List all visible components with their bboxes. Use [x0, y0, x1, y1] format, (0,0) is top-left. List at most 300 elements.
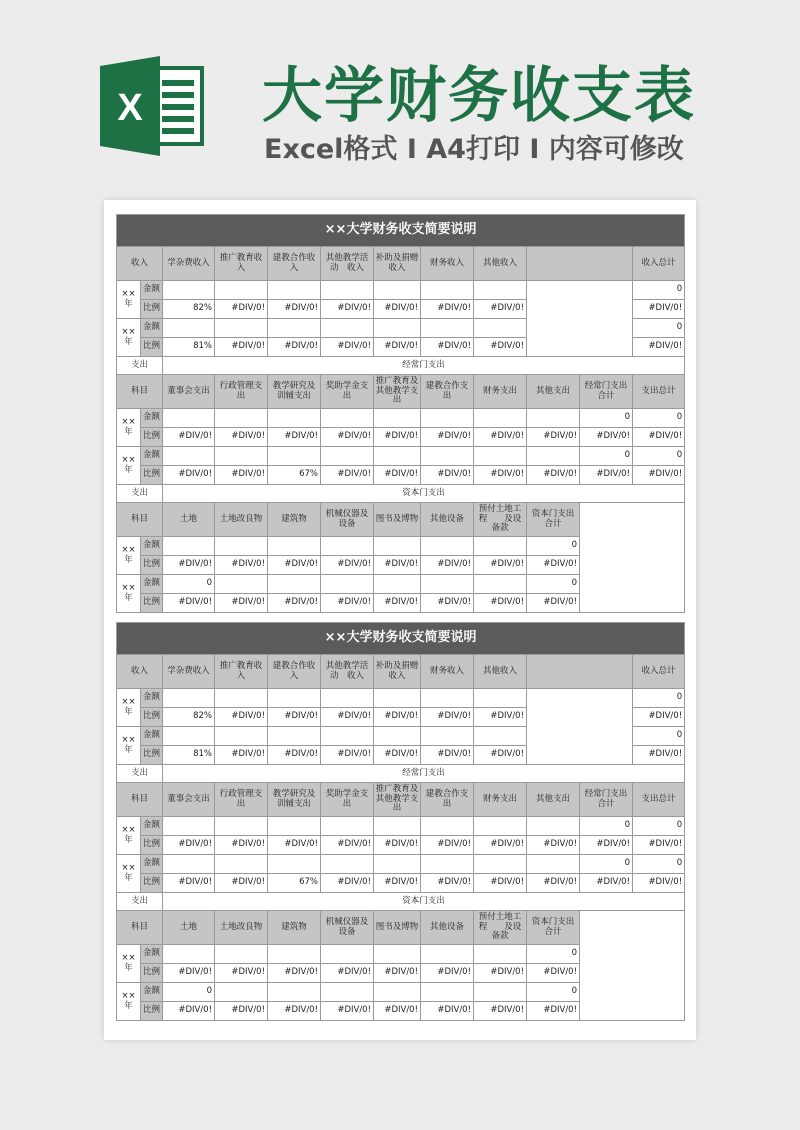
- ratio-cell[interactable]: #DIV/0!: [268, 338, 321, 357]
- amount-label: 金额: [141, 945, 163, 964]
- ratio-cell[interactable]: #DIV/0!: [374, 708, 421, 727]
- recurring-header: 财务支出: [474, 783, 527, 817]
- ratio-cell[interactable]: #DIV/0!: [163, 964, 215, 983]
- ratio-cell[interactable]: #DIV/0!: [474, 428, 527, 447]
- amount-cell[interactable]: 0: [163, 983, 215, 1002]
- recurring-header: 财务支出: [474, 375, 527, 409]
- year-label: ××年: [117, 983, 141, 1021]
- amount-total[interactable]: 0: [633, 281, 685, 300]
- income-header: 其他收入: [474, 247, 527, 281]
- amount-total[interactable]: 0: [633, 689, 685, 708]
- year-label: ××年: [117, 817, 141, 855]
- ratio-cell[interactable]: #DIV/0!: [421, 1002, 474, 1021]
- income-header-blank: [527, 655, 633, 689]
- amount-label: 金额: [141, 409, 163, 428]
- ratio-total[interactable]: #DIV/0!: [633, 708, 685, 727]
- ratio-cell[interactable]: #DIV/0!: [215, 964, 268, 983]
- amount-cell[interactable]: [163, 319, 215, 338]
- blank-merged-cell: [580, 503, 685, 613]
- capital-header: 机械仪器及设备: [321, 503, 374, 537]
- hero-banner: [0, 0, 800, 200]
- amount-cell[interactable]: [474, 537, 527, 556]
- ratio-cell[interactable]: #DIV/0!: [633, 466, 685, 485]
- ratio-cell[interactable]: #DIV/0!: [163, 1002, 215, 1021]
- ratio-cell[interactable]: #DIV/0!: [268, 1002, 321, 1021]
- amount-cell[interactable]: [215, 689, 268, 708]
- subject-label: 科目: [117, 375, 163, 409]
- table-row: [117, 375, 685, 409]
- ratio-cell[interactable]: #DIV/0!: [321, 594, 374, 613]
- ratio-cell[interactable]: #DIV/0!: [633, 428, 685, 447]
- capital-header: 其他设备: [421, 911, 474, 945]
- amount-cell[interactable]: [163, 281, 215, 300]
- amount-cell[interactable]: [474, 689, 527, 708]
- amount-cell[interactable]: [474, 855, 527, 874]
- ratio-cell[interactable]: #DIV/0!: [474, 746, 527, 765]
- amount-cell[interactable]: [374, 409, 421, 428]
- ratio-cell[interactable]: #DIV/0!: [215, 428, 268, 447]
- income-header: 建教合作收入: [268, 247, 321, 281]
- ratio-cell[interactable]: #DIV/0!: [421, 466, 474, 485]
- amount-cell[interactable]: [527, 409, 580, 428]
- amount-cell[interactable]: [374, 575, 421, 594]
- amount-subtotal[interactable]: 0: [580, 855, 633, 874]
- amount-cell[interactable]: [421, 575, 474, 594]
- amount-cell[interactable]: [474, 319, 527, 338]
- table-row: [117, 893, 685, 911]
- ratio-cell[interactable]: #DIV/0!: [421, 836, 474, 855]
- ratio-cell[interactable]: #DIV/0!: [421, 594, 474, 613]
- ratio-cell[interactable]: #DIV/0!: [474, 594, 527, 613]
- ratio-cell[interactable]: #DIV/0!: [321, 874, 374, 893]
- amount-cell[interactable]: [268, 855, 321, 874]
- amount-subtotal[interactable]: 0: [527, 575, 580, 594]
- ratio-cell[interactable]: #DIV/0!: [163, 428, 215, 447]
- amount-cell[interactable]: [321, 409, 374, 428]
- income-label: 收入: [117, 655, 163, 689]
- amount-cell[interactable]: [374, 319, 421, 338]
- ratio-cell[interactable]: 67%: [268, 874, 321, 893]
- amount-cell[interactable]: [268, 281, 321, 300]
- amount-cell[interactable]: [474, 575, 527, 594]
- amount-subtotal[interactable]: 0: [580, 409, 633, 428]
- ratio-cell[interactable]: #DIV/0!: [215, 746, 268, 765]
- ratio-cell[interactable]: #DIV/0!: [215, 708, 268, 727]
- ratio-cell[interactable]: #DIV/0!: [421, 746, 474, 765]
- ratio-cell[interactable]: #DIV/0!: [163, 836, 215, 855]
- ratio-cell[interactable]: #DIV/0!: [163, 874, 215, 893]
- ratio-cell[interactable]: #DIV/0!: [527, 1002, 580, 1021]
- ratio-cell[interactable]: #DIV/0!: [474, 338, 527, 357]
- amount-cell[interactable]: [215, 409, 268, 428]
- income-header: 其他教学活动 收入: [321, 655, 374, 689]
- ratio-cell[interactable]: #DIV/0!: [374, 836, 421, 855]
- amount-cell[interactable]: [374, 817, 421, 836]
- amount-cell[interactable]: [268, 575, 321, 594]
- amount-total[interactable]: 0: [633, 727, 685, 746]
- capital-section-title: 资本门支出: [163, 893, 685, 911]
- recurring-header: 奖助学金支出: [321, 783, 374, 817]
- amount-cell[interactable]: [421, 319, 474, 338]
- ratio-cell[interactable]: #DIV/0!: [527, 964, 580, 983]
- amount-cell[interactable]: [215, 575, 268, 594]
- ratio-cell[interactable]: #DIV/0!: [580, 874, 633, 893]
- ratio-cell[interactable]: #DIV/0!: [268, 428, 321, 447]
- ratio-cell[interactable]: 82%: [163, 708, 215, 727]
- subject-label: 科目: [117, 503, 163, 537]
- ratio-cell[interactable]: #DIV/0!: [374, 466, 421, 485]
- amount-cell[interactable]: [321, 575, 374, 594]
- amount-cell[interactable]: 0: [163, 575, 215, 594]
- amount-cell[interactable]: [163, 447, 215, 466]
- amount-cell[interactable]: [374, 537, 421, 556]
- ratio-cell[interactable]: #DIV/0!: [421, 964, 474, 983]
- ratio-cell[interactable]: #DIV/0!: [268, 300, 321, 319]
- amount-cell[interactable]: [421, 727, 474, 746]
- ratio-cell[interactable]: #DIV/0!: [268, 746, 321, 765]
- sheet-title: ××大学财务收支简要说明: [117, 623, 685, 655]
- recurring-header: 董事会支出: [163, 783, 215, 817]
- ratio-cell[interactable]: #DIV/0!: [474, 556, 527, 575]
- ratio-cell[interactable]: #DIV/0!: [321, 964, 374, 983]
- year-label: ××年: [117, 409, 141, 447]
- amount-label: 金额: [141, 319, 163, 338]
- ratio-cell[interactable]: #DIV/0!: [474, 874, 527, 893]
- ratio-label: 比例: [141, 708, 163, 727]
- expense-label: 支出: [117, 357, 163, 375]
- recurring-header: 推广教育及其他教学支出: [374, 783, 421, 817]
- amount-subtotal[interactable]: 0: [527, 945, 580, 964]
- amount-cell[interactable]: [215, 281, 268, 300]
- amount-cell[interactable]: [268, 447, 321, 466]
- ratio-cell[interactable]: #DIV/0!: [374, 428, 421, 447]
- expense-label: 支出: [117, 893, 163, 911]
- recurring-header: 推广教育及其他教学支出: [374, 375, 421, 409]
- ratio-cell[interactable]: #DIV/0!: [527, 874, 580, 893]
- amount-cell[interactable]: [474, 983, 527, 1002]
- ratio-cell[interactable]: #DIV/0!: [580, 836, 633, 855]
- ratio-cell[interactable]: #DIV/0!: [268, 556, 321, 575]
- ratio-cell[interactable]: #DIV/0!: [215, 338, 268, 357]
- table-row: [117, 466, 685, 485]
- amount-label: 金额: [141, 575, 163, 594]
- amount-cell[interactable]: [321, 817, 374, 836]
- amount-subtotal[interactable]: 0: [527, 983, 580, 1002]
- table-row: [117, 836, 685, 855]
- amount-cell[interactable]: [374, 983, 421, 1002]
- ratio-cell[interactable]: #DIV/0!: [421, 300, 474, 319]
- ratio-cell[interactable]: #DIV/0!: [215, 594, 268, 613]
- amount-cell[interactable]: [215, 727, 268, 746]
- ratio-cell[interactable]: #DIV/0!: [321, 836, 374, 855]
- amount-cell[interactable]: [215, 855, 268, 874]
- ratio-cell[interactable]: #DIV/0!: [374, 338, 421, 357]
- amount-label: 金额: [141, 983, 163, 1002]
- amount-cell[interactable]: [215, 447, 268, 466]
- amount-cell[interactable]: [374, 281, 421, 300]
- amount-cell[interactable]: [421, 817, 474, 836]
- amount-cell[interactable]: [321, 319, 374, 338]
- amount-cell[interactable]: [474, 817, 527, 836]
- amount-cell[interactable]: [421, 945, 474, 964]
- amount-cell[interactable]: [474, 447, 527, 466]
- ratio-cell[interactable]: #DIV/0!: [374, 1002, 421, 1021]
- amount-cell[interactable]: [215, 319, 268, 338]
- ratio-cell[interactable]: #DIV/0!: [633, 836, 685, 855]
- ratio-cell[interactable]: #DIV/0!: [321, 300, 374, 319]
- amount-cell[interactable]: [163, 689, 215, 708]
- income-header: 学杂费收入: [163, 247, 215, 281]
- amount-cell[interactable]: [163, 945, 215, 964]
- ratio-cell[interactable]: #DIV/0!: [421, 428, 474, 447]
- table-row: [117, 485, 685, 503]
- ratio-cell[interactable]: #DIV/0!: [268, 964, 321, 983]
- hero-title: 大学财务收支表: [262, 61, 696, 131]
- ratio-cell[interactable]: #DIV/0!: [527, 836, 580, 855]
- ratio-cell[interactable]: #DIV/0!: [474, 300, 527, 319]
- year-label: ××年: [117, 945, 141, 983]
- table-row: [117, 874, 685, 893]
- ratio-label: 比例: [141, 1002, 163, 1021]
- income-header: 推广教育收入: [215, 655, 268, 689]
- ratio-cell[interactable]: #DIV/0!: [474, 836, 527, 855]
- blank-merged-cell: [527, 689, 633, 765]
- year-label: ××年: [117, 281, 141, 319]
- ratio-cell[interactable]: #DIV/0!: [474, 708, 527, 727]
- recurring-header: 建教合作支出: [421, 783, 474, 817]
- table-row: [117, 689, 685, 708]
- amount-cell[interactable]: [268, 409, 321, 428]
- amount-label: 金额: [141, 447, 163, 466]
- amount-cell[interactable]: [421, 447, 474, 466]
- recurring-header: 经常门支出合计: [580, 375, 633, 409]
- ratio-cell[interactable]: 81%: [163, 338, 215, 357]
- amount-cell[interactable]: [374, 855, 421, 874]
- ratio-cell[interactable]: #DIV/0!: [580, 466, 633, 485]
- ratio-cell[interactable]: #DIV/0!: [268, 836, 321, 855]
- ratio-cell[interactable]: #DIV/0!: [633, 874, 685, 893]
- ratio-cell[interactable]: #DIV/0!: [163, 466, 215, 485]
- ratio-total[interactable]: #DIV/0!: [633, 746, 685, 765]
- ratio-cell[interactable]: #DIV/0!: [374, 300, 421, 319]
- ratio-cell[interactable]: #DIV/0!: [474, 964, 527, 983]
- ratio-cell[interactable]: #DIV/0!: [527, 594, 580, 613]
- ratio-cell[interactable]: #DIV/0!: [215, 1002, 268, 1021]
- amount-cell[interactable]: [321, 945, 374, 964]
- amount-cell[interactable]: [321, 727, 374, 746]
- amount-cell[interactable]: [268, 727, 321, 746]
- ratio-label: 比例: [141, 466, 163, 485]
- excel-logo-icon: [100, 56, 208, 156]
- amount-cell[interactable]: [421, 409, 474, 428]
- ratio-cell[interactable]: #DIV/0!: [321, 338, 374, 357]
- income-header: 财务收入: [421, 247, 474, 281]
- recurring-section-title: 经常门支出: [163, 765, 685, 783]
- ratio-cell[interactable]: #DIV/0!: [374, 746, 421, 765]
- ratio-cell[interactable]: #DIV/0!: [421, 708, 474, 727]
- amount-cell[interactable]: [163, 855, 215, 874]
- ratio-cell[interactable]: #DIV/0!: [374, 874, 421, 893]
- ratio-cell[interactable]: #DIV/0!: [421, 556, 474, 575]
- amount-cell[interactable]: [163, 817, 215, 836]
- ratio-total[interactable]: #DIV/0!: [633, 338, 685, 357]
- amount-cell[interactable]: [421, 855, 474, 874]
- capital-header: 图书及博物: [374, 911, 421, 945]
- ratio-cell[interactable]: #DIV/0!: [321, 1002, 374, 1021]
- ratio-cell[interactable]: #DIV/0!: [215, 300, 268, 319]
- ratio-cell[interactable]: 81%: [163, 746, 215, 765]
- recurring-header: 行政管理支出: [215, 375, 268, 409]
- finance-table-1: [116, 214, 685, 613]
- capital-header: 土地改良物: [215, 911, 268, 945]
- amount-total[interactable]: 0: [633, 855, 685, 874]
- capital-header: 建筑物: [268, 503, 321, 537]
- recurring-header: 教学研究及训辅支出: [268, 783, 321, 817]
- income-header: 其他教学活动 收入: [321, 247, 374, 281]
- amount-cell[interactable]: [321, 855, 374, 874]
- income-header: 建教合作收入: [268, 655, 321, 689]
- amount-cell[interactable]: [163, 537, 215, 556]
- table-row: [117, 655, 685, 689]
- amount-label: 金额: [141, 537, 163, 556]
- amount-subtotal[interactable]: 0: [580, 447, 633, 466]
- ratio-cell[interactable]: #DIV/0!: [374, 594, 421, 613]
- finance-table-2: [116, 622, 685, 1021]
- ratio-total[interactable]: #DIV/0!: [633, 300, 685, 319]
- ratio-cell[interactable]: #DIV/0!: [527, 428, 580, 447]
- amount-total[interactable]: 0: [633, 409, 685, 428]
- ratio-cell[interactable]: #DIV/0!: [215, 556, 268, 575]
- subject-label: 科目: [117, 783, 163, 817]
- table-row: [117, 911, 685, 945]
- ratio-cell[interactable]: #DIV/0!: [527, 556, 580, 575]
- amount-subtotal[interactable]: 0: [527, 537, 580, 556]
- ratio-cell[interactable]: 67%: [268, 466, 321, 485]
- amount-cell[interactable]: [374, 447, 421, 466]
- ratio-label: 比例: [141, 300, 163, 319]
- amount-cell[interactable]: [268, 983, 321, 1002]
- amount-cell[interactable]: [421, 983, 474, 1002]
- ratio-cell[interactable]: 82%: [163, 300, 215, 319]
- amount-cell[interactable]: [268, 945, 321, 964]
- amount-cell[interactable]: [527, 817, 580, 836]
- ratio-cell[interactable]: #DIV/0!: [215, 874, 268, 893]
- table-row: [117, 357, 685, 375]
- amount-label: 金额: [141, 281, 163, 300]
- amount-cell[interactable]: [163, 409, 215, 428]
- table-row: [117, 765, 685, 783]
- amount-cell[interactable]: [163, 727, 215, 746]
- svg-text:X: X: [117, 87, 143, 129]
- ratio-cell[interactable]: #DIV/0!: [421, 874, 474, 893]
- ratio-cell[interactable]: #DIV/0!: [321, 428, 374, 447]
- blank-merged-cell: [527, 281, 633, 357]
- table-row: [117, 281, 685, 300]
- amount-cell[interactable]: [474, 727, 527, 746]
- capital-header: 机械仪器及设备: [321, 911, 374, 945]
- amount-subtotal[interactable]: 0: [580, 817, 633, 836]
- amount-total[interactable]: 0: [633, 817, 685, 836]
- ratio-cell[interactable]: #DIV/0!: [527, 466, 580, 485]
- ratio-cell[interactable]: #DIV/0!: [421, 338, 474, 357]
- ratio-cell[interactable]: #DIV/0!: [580, 428, 633, 447]
- amount-total[interactable]: 0: [633, 319, 685, 338]
- amount-cell[interactable]: [215, 817, 268, 836]
- ratio-cell[interactable]: #DIV/0!: [374, 964, 421, 983]
- recurring-header: 其他支出: [527, 783, 580, 817]
- recurring-header: 董事会支出: [163, 375, 215, 409]
- income-header: 推广教育收入: [215, 247, 268, 281]
- ratio-cell[interactable]: #DIV/0!: [163, 556, 215, 575]
- amount-cell[interactable]: [527, 855, 580, 874]
- ratio-cell[interactable]: #DIV/0!: [321, 746, 374, 765]
- ratio-cell[interactable]: #DIV/0!: [268, 708, 321, 727]
- amount-cell[interactable]: [527, 447, 580, 466]
- ratio-cell[interactable]: #DIV/0!: [374, 556, 421, 575]
- ratio-cell[interactable]: #DIV/0!: [163, 594, 215, 613]
- ratio-cell[interactable]: #DIV/0!: [321, 466, 374, 485]
- table-row: [117, 428, 685, 447]
- ratio-cell[interactable]: #DIV/0!: [474, 466, 527, 485]
- recurring-header: 行政管理支出: [215, 783, 268, 817]
- amount-cell[interactable]: [268, 817, 321, 836]
- amount-cell[interactable]: [321, 689, 374, 708]
- table-row: [117, 817, 685, 836]
- amount-cell[interactable]: [321, 447, 374, 466]
- expense-label: 支出: [117, 765, 163, 783]
- amount-cell[interactable]: [474, 281, 527, 300]
- year-label: ××年: [117, 689, 141, 727]
- recurring-header: 教学研究及训辅支出: [268, 375, 321, 409]
- table-row: [117, 783, 685, 817]
- amount-cell[interactable]: [474, 409, 527, 428]
- ratio-cell[interactable]: #DIV/0!: [215, 466, 268, 485]
- amount-cell[interactable]: [474, 945, 527, 964]
- amount-cell[interactable]: [268, 319, 321, 338]
- amount-cell[interactable]: [321, 983, 374, 1002]
- amount-cell[interactable]: [268, 537, 321, 556]
- amount-cell[interactable]: [421, 537, 474, 556]
- amount-cell[interactable]: [374, 945, 421, 964]
- capital-header: 预付土地工程 及设备款: [474, 911, 527, 945]
- ratio-cell[interactable]: #DIV/0!: [474, 1002, 527, 1021]
- year-label: ××年: [117, 855, 141, 893]
- amount-cell[interactable]: [321, 281, 374, 300]
- amount-cell[interactable]: [215, 983, 268, 1002]
- amount-cell[interactable]: [321, 537, 374, 556]
- ratio-cell[interactable]: #DIV/0!: [321, 556, 374, 575]
- ratio-cell[interactable]: #DIV/0!: [268, 594, 321, 613]
- ratio-cell[interactable]: #DIV/0!: [321, 708, 374, 727]
- amount-cell[interactable]: [374, 727, 421, 746]
- income-header: 学杂费收入: [163, 655, 215, 689]
- capital-header: 土地: [163, 911, 215, 945]
- amount-cell[interactable]: [421, 689, 474, 708]
- income-header-total: 收入总计: [633, 247, 685, 281]
- amount-cell[interactable]: [421, 281, 474, 300]
- amount-cell[interactable]: [215, 945, 268, 964]
- income-header-blank: [527, 247, 633, 281]
- table-row: [117, 623, 685, 655]
- year-label: ××年: [117, 319, 141, 357]
- table-row: [117, 447, 685, 466]
- amount-total[interactable]: 0: [633, 447, 685, 466]
- ratio-cell[interactable]: #DIV/0!: [215, 836, 268, 855]
- subject-label: 科目: [117, 911, 163, 945]
- amount-cell[interactable]: [268, 689, 321, 708]
- amount-cell[interactable]: [215, 537, 268, 556]
- amount-cell[interactable]: [374, 689, 421, 708]
